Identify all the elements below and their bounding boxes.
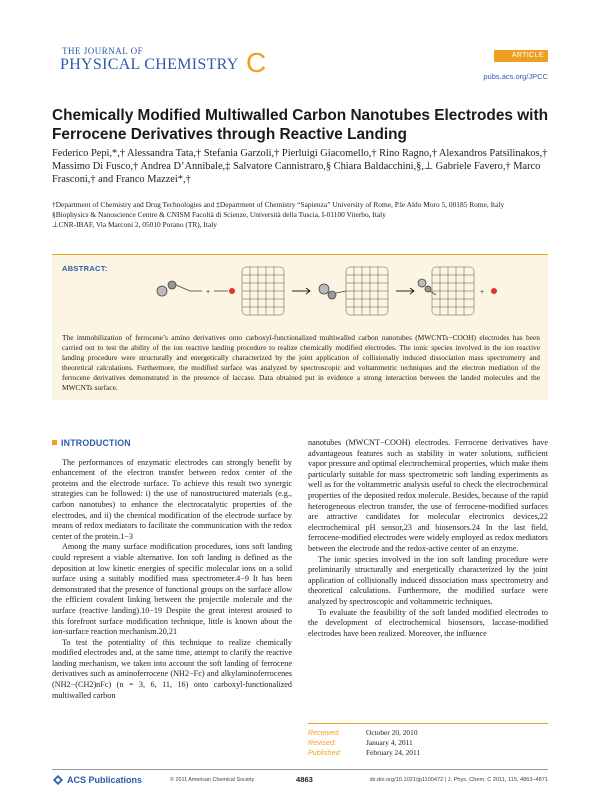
svg-text:+: + xyxy=(206,289,211,296)
date-row xyxy=(308,738,548,748)
date-value: October 20, 2010 xyxy=(366,728,418,737)
nanotube-1 xyxy=(242,267,284,315)
date-label: Published: xyxy=(308,748,342,758)
article-title: Chemically Modified Multiwalled Carbon Nanotubes Electrodes with Ferrocene Derivatives through Reactive Landing xyxy=(52,107,548,143)
acs-icon xyxy=(52,774,64,786)
paragraph: To evaluate the feasibility of the soft landed modified electrodes to the development of electrochemical biosensors, laccase-modified electrodes have been realized. Moreover, the influence xyxy=(308,607,548,638)
abstract-text: The immobilization of ferrocene’s amino derivatives onto carboxyl-functionalized multiwalled carbon nanotubes (MWCNTs−COOH) electrodes has been carried out to test the ability of the ion reactive landing procedure to realize chemically modified electrodes. The ionic species involved in the ion reactive landing procedure were structurally and energetically characterized by the joint application of collisionally induced dissociation mass spectrometry and theoretical calculations. Furthermore, the modified surface was analyzed by spectroscopic and voltammetric techniques and the electron mediation of the ferrocene derivatives demonstrated in the presence of laccase. Data obtained put in evidence a strong interaction between the landed molecules and the MWCNTs surface. xyxy=(62,333,540,392)
date-label: Revised: xyxy=(308,738,336,748)
author-list: Federico Pepi,*,† Alessandra Tata,† Stefania Garzoli,† Pierluigi Giacomello,† Rino Ragno,† Alexandros Patsilinakos,† Massimo Di Fusco,† Andrea D’Annibale,‡ Salvatore Cannistraro,§ Chiara Baldacchini,§,⊥ Gabriele Favero,† Marco Frasconi,† and Franco Mazzei*,† xyxy=(52,148,548,185)
svg-text:+: + xyxy=(480,289,485,296)
ferrocene-molecule-2 xyxy=(319,284,346,299)
nanotube-2 xyxy=(346,267,388,315)
abstract-graphic xyxy=(132,261,512,321)
affiliation-line: †Department of Chemistry and Drug Technologies and ‡Department of Chemistry “Sapienza” University of Rome, P.le Aldo Moro 5, 00185 Rome, Italy xyxy=(52,200,505,209)
acs-publications-logo xyxy=(52,774,142,786)
body-column-left xyxy=(52,438,292,701)
doi-citation[interactable]: dx.doi.org/10.1021/jp1100472 | J. Phys. Chem. C 2011, 115, 4863–4871 xyxy=(369,777,548,783)
journal-section-letter: C xyxy=(246,47,267,78)
copyright: © 2011 American Chemical Society xyxy=(170,777,255,783)
nanotube-3 xyxy=(432,267,474,315)
paragraph: The performances of enzymatic electrodes can strongly benefit by enhancement of the electron transfer between redox center of the proteins and the electrode surface. To achieve this result two synergic strategies can be followed: i) the use of nanostructured materials (e.g., carbon nanotubes) to enhance the electrocatalytic properties of the electrodes, and ii) the chemical modification of the electrode surface by means of redox mediators to facilitate the communication with the redox center of the protein.1−3 xyxy=(52,457,292,541)
paragraph: nanotubes (MWCNT−COOH) electrodes. Ferrocene derivatives have advantageous features such as stability in water solutions, sufficient vapor pressure and optimal electrochemical properties, which make them particularly suitable for mass spectrometric soft landing experiments as well as for the voltammetric analysis useful to check the electrochemical properties of the deposited redox molecule. Besides, because of the rapid heterogeneous electron transfer, the use of ferrocene-modified surfaces are attractive candidates for molecular electronics devices,22 electrochemical pH sensor,23 and biosensors.24 In the last field, ferrocene-modified electrodes were widely employed as redox mediators between the electrode and the redox-active center of an enzyme. xyxy=(308,438,548,553)
affiliations xyxy=(52,200,552,231)
journal-logo xyxy=(60,46,270,80)
footer-divider xyxy=(52,769,548,770)
body-column-right xyxy=(308,438,548,639)
affiliation-line: §Biophysics & Nanoscience Centre & CNISM Facoltà di Scienze, Università della Tuscia, I-01100 Viterbo, Italy xyxy=(52,210,386,220)
paragraph: Among the many surface modification procedures, ions soft landing could represent a viable alternative. Ion soft landing is defined as the deposition at low kinetic energies of specific molecular ions on a solid surface using a suitably modified mass spectrometer.4−9 It has been demonstrated that the presence of functional groups on the surface allow the efficient covalent linking between the projectile molecule and the surface (reactive landing).10−19 Despite the great interest aroused to this forefront surface modification technique, little is known about the ion-surface reaction mechanism.20,21 xyxy=(52,542,292,637)
section-bullet-icon xyxy=(52,440,57,445)
paragraph: The ionic species involved in the ion soft landing procedure were preliminarily structurally and energetically characterized by the joint application of collisionally induced dissociation mass spectrometry and theoretical calculations. Furthermore, the modified surface were analyzed by spectroscopic and voltammetric techniques. xyxy=(308,554,548,606)
date-value: January 4, 2011 xyxy=(366,738,413,748)
date-row xyxy=(308,728,548,738)
article-type-badge: ARTICLE xyxy=(494,50,548,62)
product-ion xyxy=(480,288,497,296)
date-row xyxy=(308,748,548,758)
abstract-label: ABSTRACT: xyxy=(62,264,108,273)
journal-name-small: THE JOURNAL OF xyxy=(62,46,144,56)
ferrocene-molecule-1 xyxy=(157,281,235,296)
arrow-2 xyxy=(396,288,414,294)
affiliation-line: ⊥CNR-IBAF, Via Marconi 2, 05010 Porano (TR), Italy xyxy=(52,220,217,230)
paragraph: To test the potentiality of this technique to realize chemically modified electrodes and, at the same time, attempt to clarify the reactive landing mechanism, we taken into account the soft landing of ferrocene derivatives such as aminoferrocene (NH2−Fc) and alkylaminoferrocenes (NH2−(CH2)nFc) (n = 3, 6, 11, 16) onto carboxyl-functionalized multiwalled carbon xyxy=(52,637,292,700)
publication-dates xyxy=(308,723,548,759)
journal-url[interactable]: pubs.acs.org/JPCC xyxy=(483,72,548,81)
ferrocene-molecule-3 xyxy=(418,279,436,295)
date-label: Received: xyxy=(308,728,340,737)
publisher-name: ACS Publications xyxy=(67,775,143,785)
section-heading-text: INTRODUCTION xyxy=(61,438,131,448)
journal-name-big: PHYSICAL CHEMISTRY xyxy=(60,56,239,73)
abstract-box xyxy=(52,254,548,400)
date-value: February 24, 2011 xyxy=(366,748,421,758)
arrow-1 xyxy=(292,288,310,294)
page-number: 4863 xyxy=(296,775,313,784)
section-heading xyxy=(52,438,292,449)
